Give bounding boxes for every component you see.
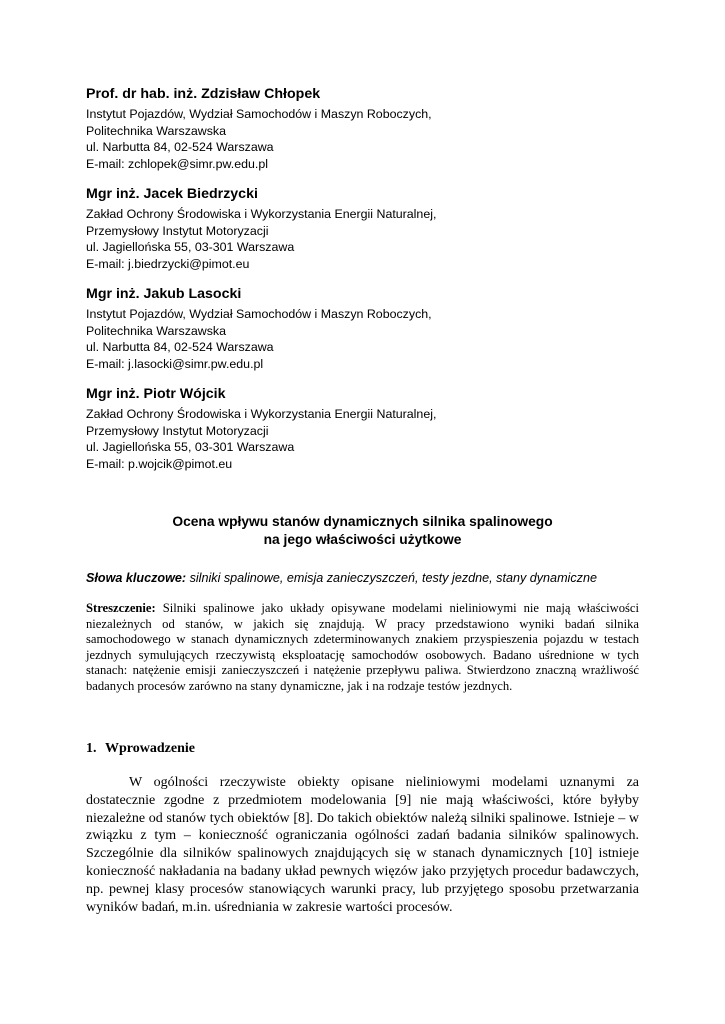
author-name: Mgr inż. Jacek Biedrzycki: [86, 186, 258, 202]
author-email: E-mail: p.wojcik@pimot.eu: [86, 456, 233, 471]
abstract-text: Silniki spalinowe jako układy opisywane modelami nieliniowymi nie mają właściwości niezależnych od stanów, w jakich się znajdują. W pracy przedstawiono wyniki badań silnika samochodowego w stanach dynamicznych zdeterminowanych znakiem przyspieszenia pojazdu w testach jezdnych symulujących rzeczywistą eksploatację samochodów osobowych. Badano uśrednione w tych stanach: natężenie emisji zanieczyszczeń i natężenie przepływu paliwa. Stwierdzono znaczną wrażliwość badanych procesów zarówno na stany dynamiczne, jak i na rodzaje testów jezdnych.: [86, 601, 639, 693]
author-address-line: ul. Jagiellońska 55, 03-301 Warszawa: [86, 440, 295, 454]
section-heading: [86, 740, 195, 758]
keywords: [86, 570, 646, 587]
author-email: E-mail: j.lasocki@simr.pw.edu.pl: [86, 356, 264, 371]
keywords-text: silniki spalinowe, emisja zanieczyszczeń, testy jezdne, stany dynamiczne: [186, 571, 597, 585]
abstract: [86, 601, 639, 695]
author-block: [86, 284, 646, 372]
author-affiliation-line: Zakład Ochrony Środowiska i Wykorzystania Energii Naturalnej,: [86, 407, 437, 421]
author-affiliation-line: Politechnika Warszawska: [86, 323, 227, 338]
author-affiliation-line: Zakład Ochrony Środowiska i Wykorzystania Energii Naturalnej,: [86, 207, 437, 221]
author-list: [86, 84, 646, 484]
author-block: [86, 384, 646, 472]
author-address-line: ul. Narbutta 84, 02-524 Warszawa: [86, 140, 274, 154]
author-email: E-mail: zchlopek@simr.pw.edu.pl: [86, 156, 268, 171]
paper-title-line: Ocena wpływu stanów dynamicznych silnika spalinowego: [172, 514, 553, 529]
paper-title: [86, 513, 639, 549]
author-affiliation-line: Politechnika Warszawska: [86, 123, 227, 138]
author-block: [86, 84, 646, 172]
keywords-label: Słowa kluczowe:: [86, 571, 187, 585]
author-address-line: ul. Jagiellońska 55, 03-301 Warszawa: [86, 240, 295, 254]
section-title: Wprowadzenie: [105, 741, 195, 756]
author-address-line: ul. Narbutta 84, 02-524 Warszawa: [86, 340, 274, 354]
paper-title-line: na jego właściwości użytkowe: [263, 532, 462, 547]
section-number: 1.: [86, 741, 97, 756]
author-affiliation-line: Instytut Pojazdów, Wydział Samochodów i Maszyn Roboczych,: [86, 107, 432, 121]
author-name: Mgr inż. Jakub Lasocki: [86, 286, 242, 302]
author-affiliation-line: Przemysłowy Instytut Motoryzacji: [86, 423, 269, 438]
author-name: Mgr inż. Piotr Wójcik: [86, 386, 226, 402]
author-affiliation-line: Przemysłowy Instytut Motoryzacji: [86, 223, 269, 238]
body-paragraph: W ogólności rzeczywiste obiekty opisane nieliniowymi modelami uznanymi za dostatecznie zgodne z przedmiotem modelowania [9] nie mają właściwości, które byłyby niezależne od stanów tych obiektów [8]. Do takich obiektów należą silniki spalinowe. Istnieje – w związku z tym – konieczność ograniczania ogólności zadań badania silników spalinowych. Szczególnie dla silników spalinowych znajdujących się w stanach dynamicznych [10] istnieje konieczność nakładania na badany układ pewnych więzów jako przyjętych procedur badawczych, np. pewnej klasy procesów stanowiących warunki pracy, lub przyjętego sposobu przetwarzania wyników badań, m.in. uśredniania w zakresie wartości procesów.: [86, 775, 639, 915]
author-name: Prof. dr hab. inż. Zdzisław Chłopek: [86, 86, 321, 102]
author-block: [86, 184, 646, 272]
abstract-label: Streszczenie:: [86, 601, 156, 615]
author-email: E-mail: j.biedrzycki@pimot.eu: [86, 256, 250, 271]
author-affiliation-line: Instytut Pojazdów, Wydział Samochodów i Maszyn Roboczych,: [86, 307, 432, 321]
